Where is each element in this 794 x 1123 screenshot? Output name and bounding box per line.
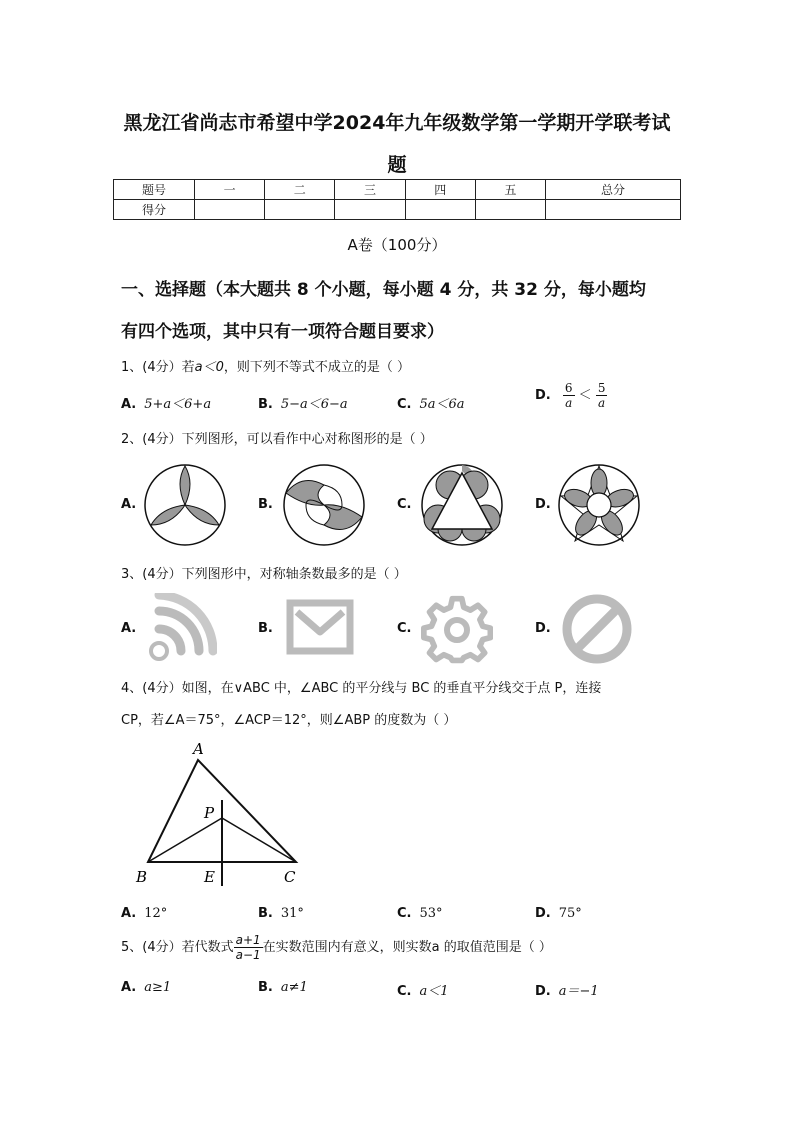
fraction: $\frac{a+1}{a-1}$ <box>235 933 261 962</box>
swirl-circle-figure[interactable] <box>282 463 366 547</box>
vertex-c-label: C <box>284 868 296 886</box>
star-flower-figure[interactable] <box>557 463 641 547</box>
three-petal-circle-figure[interactable] <box>143 463 227 547</box>
point-p-label: P <box>204 804 215 822</box>
fraction: $\frac{5}{a}$ <box>597 381 606 410</box>
section-heading-continued: 有四个选项，其中只有一项符合题目要求） <box>121 322 444 342</box>
option-d[interactable]: D. a＝−1 <box>535 984 599 999</box>
envelope-icon[interactable] <box>285 598 355 656</box>
wifi-icon[interactable] <box>145 593 217 665</box>
option-d[interactable]: D. 75° <box>535 906 582 921</box>
fraction: $\frac{6}{a}$ <box>564 381 573 410</box>
header-cell: 题号 <box>114 180 195 200</box>
triangle-abc-figure <box>130 736 310 886</box>
volume-heading: A卷（100分） <box>347 236 447 254</box>
row-label-cell: 得分 <box>114 200 195 220</box>
header-cell: 三 <box>335 180 405 200</box>
question-1 <box>121 356 410 375</box>
option-b[interactable]: B. 5−a＜6−a <box>258 397 348 412</box>
question-1-prefix: 1、(4分）若 <box>121 360 195 375</box>
option-a-label[interactable]: A. <box>121 621 137 636</box>
option-b[interactable]: B. 31° <box>258 906 304 921</box>
page-title-continued: 题 <box>387 154 407 176</box>
score-table-score-row <box>114 200 681 220</box>
header-cell: 一 <box>195 180 265 200</box>
header-cell: 二 <box>265 180 335 200</box>
option-d-label[interactable]: D. <box>535 497 551 512</box>
section-heading: 一、选择题（本大题共 8 个小题，每小题 4 分，共 32 分，每小题均 <box>121 280 646 300</box>
question-3: 3、(4分）下列图形中，对称轴条数最多的是（ ） <box>121 567 407 582</box>
score-cell <box>475 200 545 220</box>
question-1-suffix: ，则下列不等式不成立的是（ ） <box>223 360 411 375</box>
header-cell: 五 <box>475 180 545 200</box>
prohibited-icon[interactable] <box>561 593 633 665</box>
score-cell <box>195 200 265 220</box>
question-5: 5、(4分）若代数式 $\frac{a+1}{a-1}$ 在实数范围内有意义，则实数a 的取值范围是（ ） <box>121 933 552 962</box>
gear-icon[interactable] <box>421 593 493 665</box>
triangle-in-circle-figure[interactable] <box>420 463 504 547</box>
vertex-b-label: B <box>136 868 148 886</box>
option-b[interactable]: B. a≠1 <box>258 980 308 995</box>
option-c[interactable]: C. 53° <box>397 906 443 921</box>
header-cell: 四 <box>405 180 475 200</box>
option-a[interactable]: A. a≥1 <box>121 980 172 995</box>
vertex-a-label: A <box>193 740 204 758</box>
score-cell <box>546 200 681 220</box>
option-c-label[interactable]: C. <box>397 621 412 636</box>
page-title: 黑龙江省尚志市希望中学2024年九年级数学第一学期开学联考试 <box>123 112 671 134</box>
option-a[interactable]: A. 5+a＜6+a <box>121 397 212 412</box>
question-2: 2、(4分）下列图形，可以看作中心对称图形的是（ ） <box>121 432 433 447</box>
option-a-label[interactable]: A. <box>121 497 137 512</box>
option-b-label[interactable]: B. <box>258 621 273 636</box>
question-1-condition: a＜0 <box>194 360 224 375</box>
header-cell: 总分 <box>546 180 681 200</box>
option-c-label[interactable]: C. <box>397 497 412 512</box>
option-b-label[interactable]: B. <box>258 497 273 512</box>
score-table-header-row <box>114 180 681 200</box>
point-e-label: E <box>204 868 215 886</box>
question-4-line-2: CP，若∠A＝75°，∠ACP＝12°，则∠ABP 的度数为（ ） <box>121 713 457 728</box>
option-c[interactable]: C. a＜1 <box>397 984 449 999</box>
option-a[interactable]: A. 12° <box>121 906 168 921</box>
option-d[interactable]: D. $\frac{6}{a}$ ＜ $\frac{5}{a}$ <box>535 381 606 410</box>
option-d-label[interactable]: D. <box>535 621 551 636</box>
score-cell <box>335 200 405 220</box>
score-table <box>113 179 681 220</box>
score-cell <box>405 200 475 220</box>
option-c[interactable]: C. 5a＜6a <box>397 397 465 412</box>
score-cell <box>265 200 335 220</box>
question-4-line-1: 4、(4分）如图，在∨ABC 中，∠ABC 的平分线与 BC 的垂直平分线交于点 P，连接 <box>121 681 602 696</box>
